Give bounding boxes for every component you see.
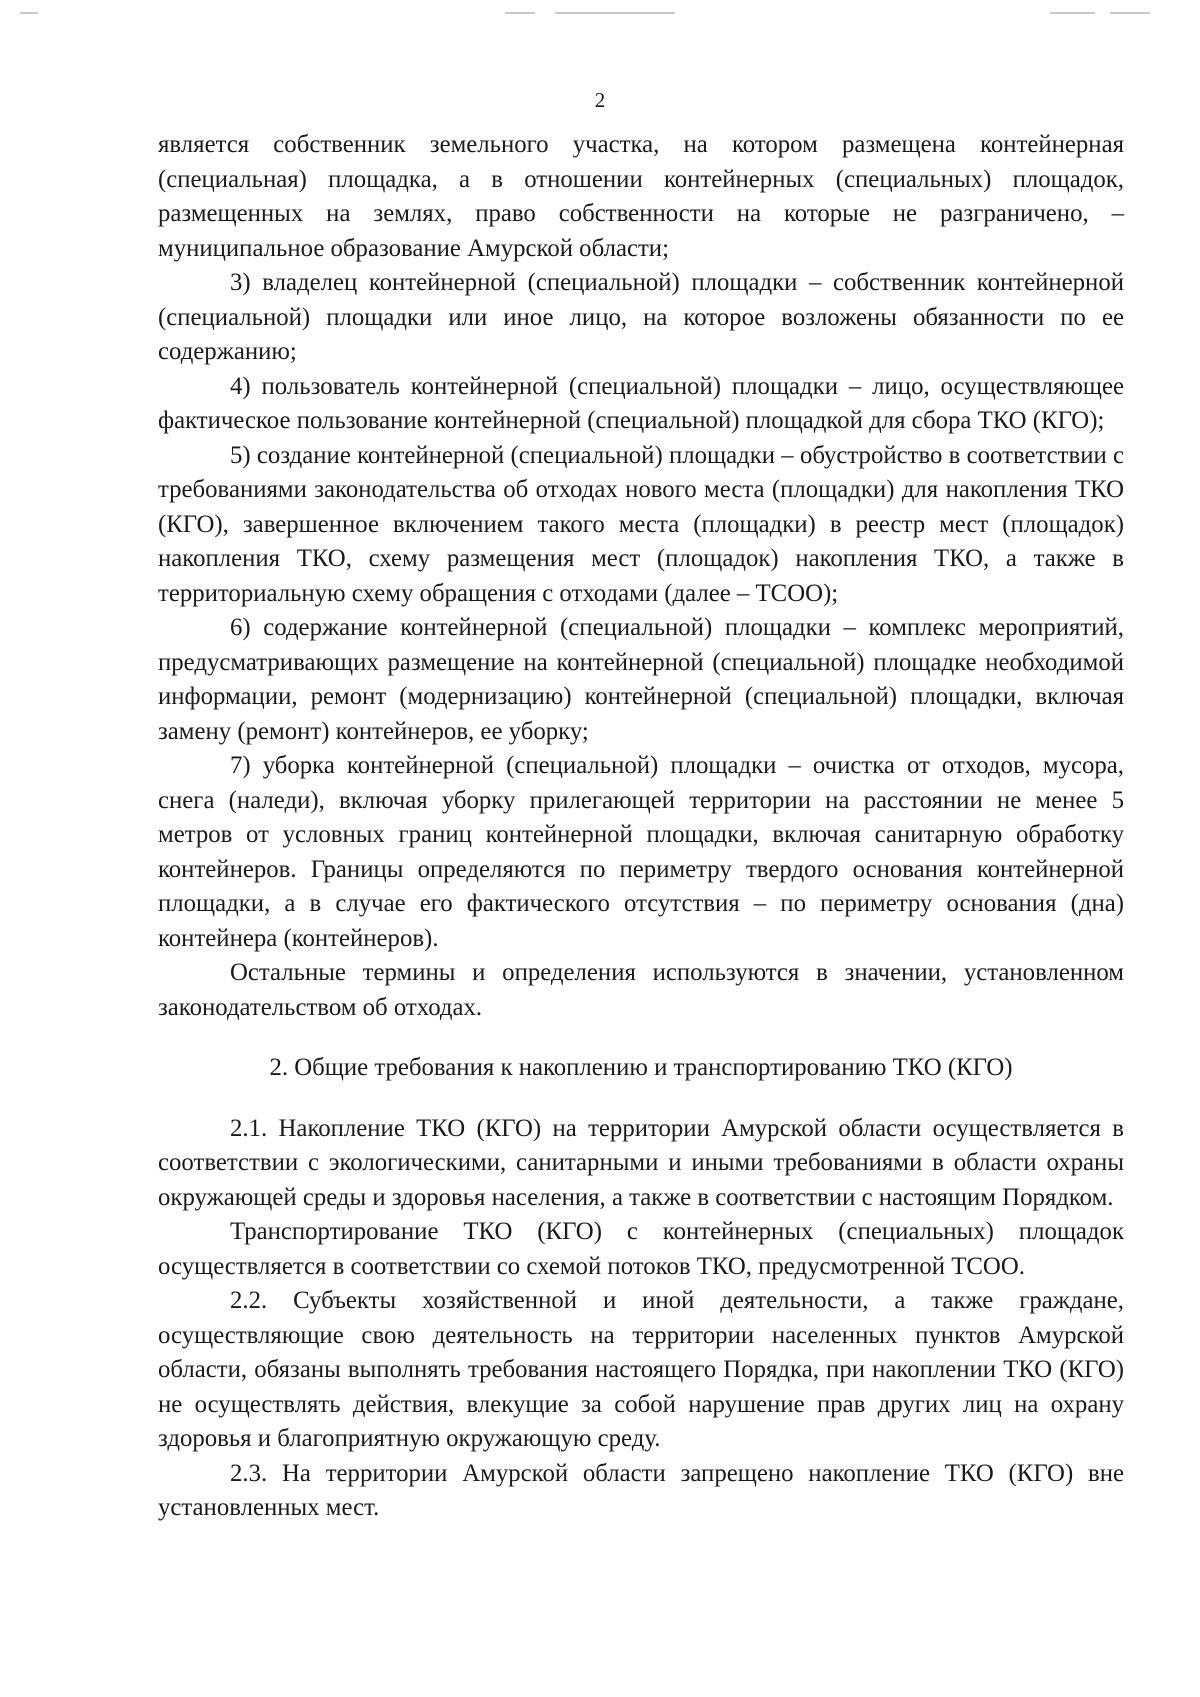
- scan-artifact: [20, 12, 38, 14]
- clause-2-1: 2.1. Накопление ТКО (КГО) на территории Амурской области осуществляется в соответствии с экологическими, санитарными и иными требованиями в области охраны окружающей среды и здоровья населения, а также в соответствии с настоящим Порядком.: [158, 1114, 1124, 1211]
- definition-item-6: 6) содержание контейнерной (специальной) площадки – комплекс мероприятий, предусматривающих размещение на контейнерной (специальной) площадке необходимой информации, ремонт (модернизацию) контейнерной (специальной) площадки, включая замену (ремонт) контейнеров, ее уборку;: [158, 614, 1124, 745]
- clause-2-1-transport: Транспортирование ТКО (КГО) с контейнерных (специальных) площадок осуществляется в соответствии со схемой потоков ТКО, предусмотренной ТСОО.: [158, 1218, 1124, 1280]
- clause-2-2: 2.2. Субъекты хозяйственной и иной деятельности, а также граждане, осуществляющие свою деятельность на территории населенных пунктов Амурской области, обязаны выполнять требования настоящего Порядка, при накоплении ТКО (КГО) не осуществлять действия, влекущие за собой нарушение прав других лиц на охрану здоровья и благоприятную окружающую среду.: [158, 1287, 1124, 1452]
- definition-item-5: 5) создание контейнерной (специальной) площадки – обустройство в соответствии с требованиями законодательства об отходах нового места (площадки) для накопления ТКО (КГО), завершенное включением такого места (площадки) в реестр мест (площадок) накопления ТКО, схему размещения мест (площадок) накопления ТКО, а также в территориальную схему обращения с отходами (далее – ТСОО);: [158, 441, 1124, 607]
- scan-artifact: [1110, 12, 1150, 14]
- definition-item-4: 4) пользователь контейнерной (специальной) площадки – лицо, осуществляющее фактическое пользование контейнерной (специальной) площадкой для сбора ТКО (КГО);: [158, 372, 1124, 434]
- scan-artifact: [555, 12, 675, 14]
- clause-2-3: 2.3. На территории Амурской области запрещено накопление ТКО (КГО) вне установленных мест.: [158, 1459, 1124, 1521]
- section-2-heading: 2. Общие требования к накоплению и транспортированию ТКО (КГО): [269, 1054, 1013, 1081]
- page-number: 2: [594, 88, 606, 112]
- document-body: [158, 128, 1124, 1526]
- paragraph-continuation: является собственник земельного участка, на котором размещена контейнерная (специальная) площадка, а в отношении контейнерных (специальных) площадок, размещенных на землях, право собственности на которые не разграничено, – муниципальное образование Амурской области;: [158, 131, 1124, 262]
- definition-item-7: 7) уборка контейнерной (специальной) площадки – очистка от отходов, мусора, снега (наледи), включая уборку прилегающей территории на расстоянии не менее 5 метров от условных границ контейнерной площадки, включая санитарную обработку контейнеров. Границы определяются по периметру твердого основания контейнерной площадки, а в случае его фактического отсутствия – по периметру основания (дна) контейнера (контейнеров).: [158, 752, 1124, 952]
- scan-artifact: [505, 12, 535, 14]
- definitions-closing-paragraph: Остальные термины и определения используются в значении, установленном законодательством об отходах.: [158, 959, 1124, 1021]
- scan-artifact: [1050, 12, 1095, 14]
- definition-item-3: 3) владелец контейнерной (специальной) площадки – собственник контейнерной (специальной) площадки или иное лицо, на которое возложены обязанности по ее содержанию;: [158, 269, 1124, 365]
